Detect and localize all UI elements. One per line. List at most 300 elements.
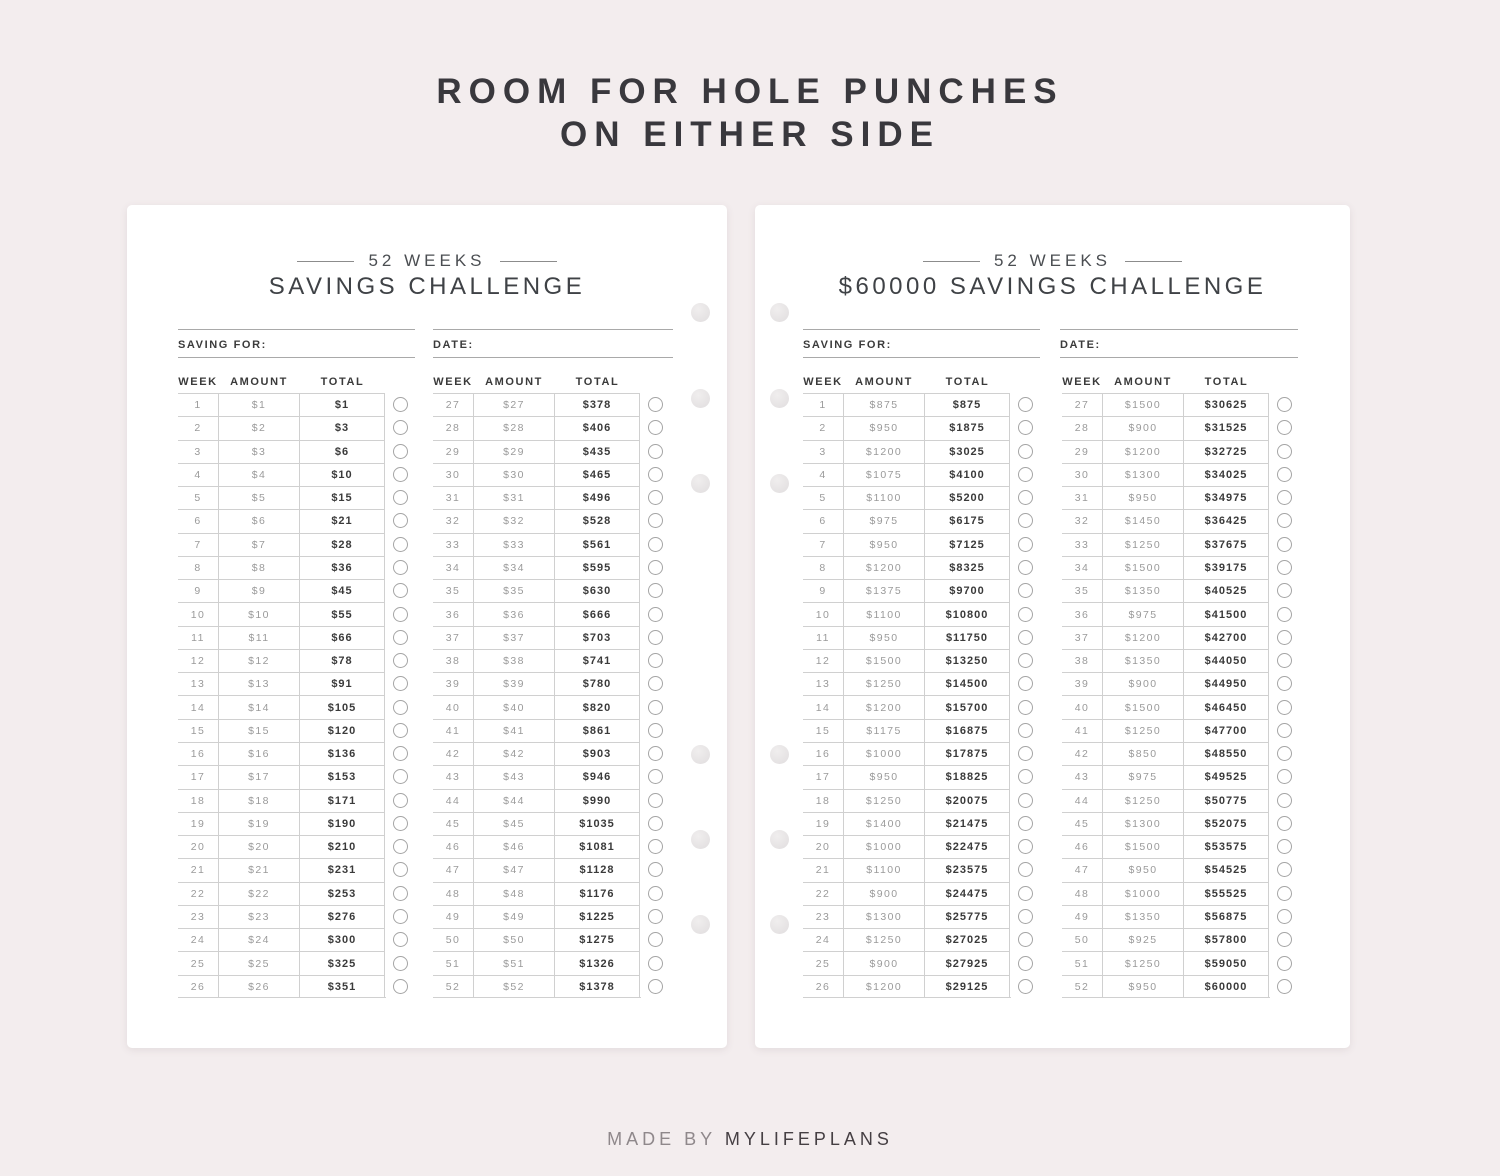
amount-cell: $975 — [1102, 765, 1184, 788]
week-check-circle[interactable] — [1018, 862, 1033, 877]
total-cell: $41500 — [1184, 602, 1269, 625]
week-check-circle[interactable] — [393, 816, 408, 831]
week-check-circle[interactable] — [648, 607, 663, 622]
amount-cell: $4 — [218, 463, 300, 486]
total-cell: $36425 — [1184, 509, 1269, 532]
table-row — [803, 416, 1040, 439]
week-check-circle[interactable] — [1277, 490, 1292, 505]
total-cell: $32725 — [1184, 440, 1269, 463]
week-check-circle[interactable] — [1018, 979, 1033, 994]
week-check-circle[interactable] — [1018, 420, 1033, 435]
week-cell: 31 — [433, 486, 473, 509]
total-cell: $11750 — [925, 626, 1010, 649]
week-check-circle[interactable] — [393, 676, 408, 691]
checkbox-cell — [1269, 463, 1299, 486]
week-check-circle[interactable] — [393, 769, 408, 784]
total-cell: $44950 — [1184, 672, 1269, 695]
checkbox-cell — [1269, 486, 1299, 509]
total-cell: $1225 — [555, 905, 640, 928]
week-check-circle[interactable] — [393, 397, 408, 412]
table-row — [1062, 416, 1299, 439]
week-check-circle[interactable] — [648, 769, 663, 784]
week-check-circle[interactable] — [393, 723, 408, 738]
week-check-circle[interactable] — [393, 932, 408, 947]
table-row — [178, 509, 415, 532]
checkbox-cell — [640, 765, 670, 788]
week-cell: 17 — [803, 765, 843, 788]
amount-cell: $25 — [218, 951, 300, 974]
total-cell: $190 — [300, 812, 385, 835]
week-check-circle[interactable] — [393, 746, 408, 761]
week-check-circle[interactable] — [1018, 886, 1033, 901]
week-check-circle[interactable] — [1018, 583, 1033, 598]
col-total: TOTAL — [945, 376, 990, 388]
week-check-circle[interactable] — [1277, 979, 1292, 994]
week-check-circle[interactable] — [1018, 816, 1033, 831]
checkbox-cell — [1269, 812, 1299, 835]
checkbox-cell — [1010, 416, 1040, 439]
week-check-circle[interactable] — [393, 490, 408, 505]
table-row — [178, 579, 415, 602]
week-cell: 21 — [178, 858, 218, 881]
week-check-circle[interactable] — [393, 467, 408, 482]
week-check-circle[interactable] — [1277, 746, 1292, 761]
amount-cell: $1 — [218, 393, 300, 416]
week-check-circle[interactable] — [1277, 816, 1292, 831]
subtitle-dash-left — [297, 261, 354, 262]
checkbox-cell — [640, 486, 670, 509]
amount-cell: $1000 — [843, 835, 925, 858]
week-check-circle[interactable] — [393, 839, 408, 854]
total-cell: $1128 — [555, 858, 640, 881]
week-check-circle[interactable] — [393, 886, 408, 901]
week-check-circle[interactable] — [1277, 956, 1292, 971]
week-check-circle[interactable] — [1277, 862, 1292, 877]
date-field[interactable] — [1060, 329, 1298, 358]
table-row — [433, 905, 670, 928]
hole-punch — [770, 915, 789, 934]
week-check-circle[interactable] — [648, 630, 663, 645]
week-check-circle[interactable] — [393, 700, 408, 715]
total-cell: $10 — [300, 463, 385, 486]
week-check-circle[interactable] — [1018, 607, 1033, 622]
total-cell: $7125 — [925, 533, 1010, 556]
amount-cell: $13 — [218, 672, 300, 695]
week-check-circle[interactable] — [1018, 397, 1033, 412]
week-check-circle[interactable] — [1277, 607, 1292, 622]
week-cell: 48 — [433, 882, 473, 905]
week-check-circle[interactable] — [1018, 630, 1033, 645]
week-check-circle[interactable] — [1277, 723, 1292, 738]
week-cell: 15 — [178, 719, 218, 742]
checkbox-cell — [385, 882, 415, 905]
total-cell: $17875 — [925, 742, 1010, 765]
week-check-circle[interactable] — [648, 397, 663, 412]
table-row — [803, 882, 1040, 905]
week-cell: 45 — [1062, 812, 1102, 835]
checkbox-cell — [1269, 975, 1299, 998]
table-row — [433, 672, 670, 695]
table-row — [803, 905, 1040, 928]
checkbox-cell — [640, 789, 670, 812]
week-check-circle[interactable] — [648, 700, 663, 715]
week-cell: 16 — [803, 742, 843, 765]
checkbox-cell — [640, 602, 670, 625]
week-check-circle[interactable] — [1018, 537, 1033, 552]
total-cell: $105 — [300, 695, 385, 718]
total-cell: $47700 — [1184, 719, 1269, 742]
week-check-circle[interactable] — [1018, 653, 1033, 668]
week-check-circle[interactable] — [648, 560, 663, 575]
total-cell: $18825 — [925, 765, 1010, 788]
checkbox-cell — [640, 672, 670, 695]
table-row — [803, 975, 1040, 998]
heading-line-2: ON EITHER SIDE — [560, 115, 940, 154]
week-check-circle[interactable] — [1277, 932, 1292, 947]
week-check-circle[interactable] — [648, 467, 663, 482]
table-row — [433, 765, 670, 788]
week-check-circle[interactable] — [1277, 397, 1292, 412]
week-check-circle[interactable] — [393, 560, 408, 575]
total-cell: $703 — [555, 626, 640, 649]
week-check-circle[interactable] — [648, 932, 663, 947]
week-cell: 52 — [1062, 975, 1102, 998]
checkbox-cell — [385, 789, 415, 812]
week-check-circle[interactable] — [1277, 583, 1292, 598]
week-check-circle[interactable] — [648, 909, 663, 924]
week-cell: 19 — [803, 812, 843, 835]
hole-punch — [691, 303, 710, 322]
week-check-circle[interactable] — [1277, 560, 1292, 575]
amount-cell: $48 — [473, 882, 555, 905]
week-check-circle[interactable] — [1277, 793, 1292, 808]
week-cell: 49 — [433, 905, 473, 928]
amount-cell: $875 — [843, 393, 925, 416]
week-cell: 13 — [803, 672, 843, 695]
table-row — [1062, 858, 1299, 881]
hole-punch — [691, 745, 710, 764]
col-check — [1269, 371, 1299, 393]
week-check-circle[interactable] — [393, 653, 408, 668]
total-cell: $57800 — [1184, 928, 1269, 951]
amount-cell: $950 — [1102, 858, 1184, 881]
week-check-circle[interactable] — [1018, 513, 1033, 528]
total-cell: $820 — [555, 695, 640, 718]
checkbox-cell — [1269, 533, 1299, 556]
amount-cell: $900 — [1102, 672, 1184, 695]
table-row — [1062, 905, 1299, 928]
week-check-circle[interactable] — [1277, 909, 1292, 924]
checkbox-cell — [1269, 440, 1299, 463]
checkbox-cell — [385, 486, 415, 509]
checkbox-cell — [1269, 765, 1299, 788]
col-total: TOTAL — [320, 376, 365, 388]
amount-cell: $44 — [473, 789, 555, 812]
week-check-circle[interactable] — [393, 583, 408, 598]
table-row — [803, 765, 1040, 788]
amount-cell: $1250 — [1102, 789, 1184, 812]
table-row — [433, 695, 670, 718]
week-check-circle[interactable] — [648, 513, 663, 528]
week-check-circle[interactable] — [1018, 560, 1033, 575]
week-check-circle[interactable] — [1277, 537, 1292, 552]
page-subtitle — [127, 251, 727, 271]
saving-for-field[interactable] — [803, 329, 1040, 358]
week-check-circle[interactable] — [1277, 513, 1292, 528]
total-cell: $1035 — [555, 812, 640, 835]
checkbox-cell — [385, 742, 415, 765]
checkbox-cell — [385, 556, 415, 579]
total-cell: $875 — [925, 393, 1010, 416]
week-check-circle[interactable] — [393, 862, 408, 877]
week-check-circle[interactable] — [648, 979, 663, 994]
table-row — [1062, 463, 1299, 486]
week-check-circle[interactable] — [648, 746, 663, 761]
total-cell: $120 — [300, 719, 385, 742]
week-check-circle[interactable] — [393, 444, 408, 459]
hole-punch — [691, 474, 710, 493]
col-total: TOTAL — [575, 376, 620, 388]
saving-for-field[interactable] — [178, 329, 415, 358]
amount-cell: $950 — [843, 533, 925, 556]
week-cell: 5 — [803, 486, 843, 509]
week-cell: 38 — [1062, 649, 1102, 672]
week-check-circle[interactable] — [648, 839, 663, 854]
total-cell: $14500 — [925, 672, 1010, 695]
week-cell: 34 — [1062, 556, 1102, 579]
week-check-circle[interactable] — [648, 583, 663, 598]
amount-cell: $975 — [1102, 602, 1184, 625]
week-check-circle[interactable] — [393, 607, 408, 622]
week-check-circle[interactable] — [648, 816, 663, 831]
total-cell: $28 — [300, 533, 385, 556]
checkbox-cell — [385, 579, 415, 602]
table-row — [803, 463, 1040, 486]
week-check-circle[interactable] — [648, 862, 663, 877]
checkbox-cell — [640, 951, 670, 974]
saving-for-label: SAVING FOR: — [803, 339, 892, 351]
checkbox-cell — [1269, 393, 1299, 416]
total-cell: $56875 — [1184, 905, 1269, 928]
table-row — [178, 975, 415, 998]
week-cell: 3 — [803, 440, 843, 463]
week-check-circle[interactable] — [648, 537, 663, 552]
hole-punch — [770, 303, 789, 322]
total-cell: $55 — [300, 602, 385, 625]
table-row — [433, 928, 670, 951]
checkbox-cell — [1269, 672, 1299, 695]
week-check-circle[interactable] — [1018, 769, 1033, 784]
week-cell: 19 — [178, 812, 218, 835]
week-check-circle[interactable] — [1277, 839, 1292, 854]
week-check-circle[interactable] — [1277, 653, 1292, 668]
amount-cell: $30 — [473, 463, 555, 486]
week-check-circle[interactable] — [393, 420, 408, 435]
amount-cell: $1350 — [1102, 905, 1184, 928]
week-check-circle[interactable] — [1277, 630, 1292, 645]
table-row — [433, 533, 670, 556]
total-cell: $54525 — [1184, 858, 1269, 881]
week-cell: 26 — [803, 975, 843, 998]
week-cell: 49 — [1062, 905, 1102, 928]
week-check-circle[interactable] — [393, 979, 408, 994]
total-cell: $50775 — [1184, 789, 1269, 812]
checkbox-cell — [1269, 719, 1299, 742]
amount-cell: $41 — [473, 719, 555, 742]
checkbox-cell — [1010, 463, 1040, 486]
table-header — [433, 371, 670, 393]
total-cell: $1176 — [555, 882, 640, 905]
table-row — [433, 463, 670, 486]
week-cell: 36 — [433, 602, 473, 625]
total-cell: $741 — [555, 649, 640, 672]
checkbox-cell — [385, 509, 415, 532]
total-cell: $153 — [300, 765, 385, 788]
amount-cell: $950 — [843, 626, 925, 649]
total-cell: $36 — [300, 556, 385, 579]
checkbox-cell — [1010, 649, 1040, 672]
amount-cell: $19 — [218, 812, 300, 835]
checkbox-cell — [385, 695, 415, 718]
amount-cell: $950 — [1102, 975, 1184, 998]
subtitle-text: 52 WEEKS — [368, 251, 486, 270]
week-cell: 37 — [1062, 626, 1102, 649]
week-check-circle[interactable] — [1018, 467, 1033, 482]
week-check-circle[interactable] — [1018, 723, 1033, 738]
week-check-circle[interactable] — [1277, 700, 1292, 715]
week-cell: 47 — [1062, 858, 1102, 881]
week-check-circle[interactable] — [1018, 909, 1033, 924]
week-cell: 11 — [178, 626, 218, 649]
week-check-circle[interactable] — [1018, 700, 1033, 715]
week-check-circle[interactable] — [1018, 444, 1033, 459]
table-row — [433, 835, 670, 858]
week-cell: 31 — [1062, 486, 1102, 509]
total-cell: $10800 — [925, 602, 1010, 625]
week-cell: 47 — [433, 858, 473, 881]
week-check-circle[interactable] — [1018, 490, 1033, 505]
total-cell: $25775 — [925, 905, 1010, 928]
checkbox-cell — [385, 533, 415, 556]
week-check-circle[interactable] — [1277, 886, 1292, 901]
week-check-circle[interactable] — [393, 513, 408, 528]
date-field[interactable] — [433, 329, 673, 358]
checkbox-cell — [385, 765, 415, 788]
week-cell: 14 — [178, 695, 218, 718]
week-check-circle[interactable] — [1277, 676, 1292, 691]
week-cell: 40 — [1062, 695, 1102, 718]
amount-cell: $18 — [218, 789, 300, 812]
week-check-circle[interactable] — [393, 630, 408, 645]
total-cell: $9700 — [925, 579, 1010, 602]
week-cell: 5 — [178, 486, 218, 509]
week-cell: 44 — [1062, 789, 1102, 812]
amount-cell: $28 — [473, 416, 555, 439]
week-check-circle[interactable] — [648, 723, 663, 738]
week-cell: 1 — [178, 393, 218, 416]
week-cell: 27 — [433, 393, 473, 416]
total-cell: $66 — [300, 626, 385, 649]
week-check-circle[interactable] — [393, 537, 408, 552]
week-check-circle[interactable] — [1018, 956, 1033, 971]
table-row — [178, 742, 415, 765]
table-row — [803, 719, 1040, 742]
week-check-circle[interactable] — [648, 676, 663, 691]
week-check-circle[interactable] — [1018, 932, 1033, 947]
total-cell: $3 — [300, 416, 385, 439]
table-row — [433, 393, 670, 416]
week-check-circle[interactable] — [393, 909, 408, 924]
week-check-circle[interactable] — [1018, 676, 1033, 691]
week-cell: 25 — [178, 951, 218, 974]
table-row — [433, 602, 670, 625]
amount-cell: $21 — [218, 858, 300, 881]
week-check-circle[interactable] — [393, 956, 408, 971]
week-check-circle[interactable] — [648, 653, 663, 668]
total-cell: $78 — [300, 649, 385, 672]
week-cell: 46 — [433, 835, 473, 858]
total-cell: $53575 — [1184, 835, 1269, 858]
table-row — [1062, 882, 1299, 905]
week-check-circle[interactable] — [1018, 746, 1033, 761]
amount-cell: $900 — [843, 882, 925, 905]
week-check-circle[interactable] — [648, 490, 663, 505]
table-row — [178, 602, 415, 625]
week-check-circle[interactable] — [1277, 444, 1292, 459]
week-check-circle[interactable] — [648, 886, 663, 901]
week-check-circle[interactable] — [648, 444, 663, 459]
subtitle-dash-right — [1125, 261, 1182, 262]
week-cell: 27 — [1062, 393, 1102, 416]
amount-cell: $1500 — [843, 649, 925, 672]
total-cell: $31525 — [1184, 416, 1269, 439]
week-check-circle[interactable] — [1277, 769, 1292, 784]
week-check-circle[interactable] — [393, 793, 408, 808]
week-check-circle[interactable] — [1018, 793, 1033, 808]
week-check-circle[interactable] — [1018, 839, 1033, 854]
total-cell: $16875 — [925, 719, 1010, 742]
week-cell: 17 — [178, 765, 218, 788]
total-cell: $903 — [555, 742, 640, 765]
amount-cell: $50 — [473, 928, 555, 951]
checkbox-cell — [1269, 928, 1299, 951]
checkbox-cell — [1269, 602, 1299, 625]
week-cell: 38 — [433, 649, 473, 672]
week-check-circle[interactable] — [1277, 467, 1292, 482]
table-row — [803, 742, 1040, 765]
total-cell: $6 — [300, 440, 385, 463]
week-cell: 36 — [1062, 602, 1102, 625]
checkbox-cell — [385, 672, 415, 695]
checkbox-cell — [1010, 579, 1040, 602]
checkbox-cell — [1010, 533, 1040, 556]
total-cell: $24475 — [925, 882, 1010, 905]
week-check-circle[interactable] — [648, 956, 663, 971]
week-check-circle[interactable] — [648, 793, 663, 808]
week-check-circle[interactable] — [1277, 420, 1292, 435]
checkbox-cell — [1269, 882, 1299, 905]
hole-punch — [770, 474, 789, 493]
amount-cell: $8 — [218, 556, 300, 579]
week-check-circle[interactable] — [648, 420, 663, 435]
week-cell: 41 — [1062, 719, 1102, 742]
table-row — [803, 835, 1040, 858]
week-cell: 2 — [803, 416, 843, 439]
week-cell: 30 — [433, 463, 473, 486]
total-cell: $21 — [300, 509, 385, 532]
checkbox-cell — [1010, 393, 1040, 416]
checkbox-cell — [1269, 509, 1299, 532]
